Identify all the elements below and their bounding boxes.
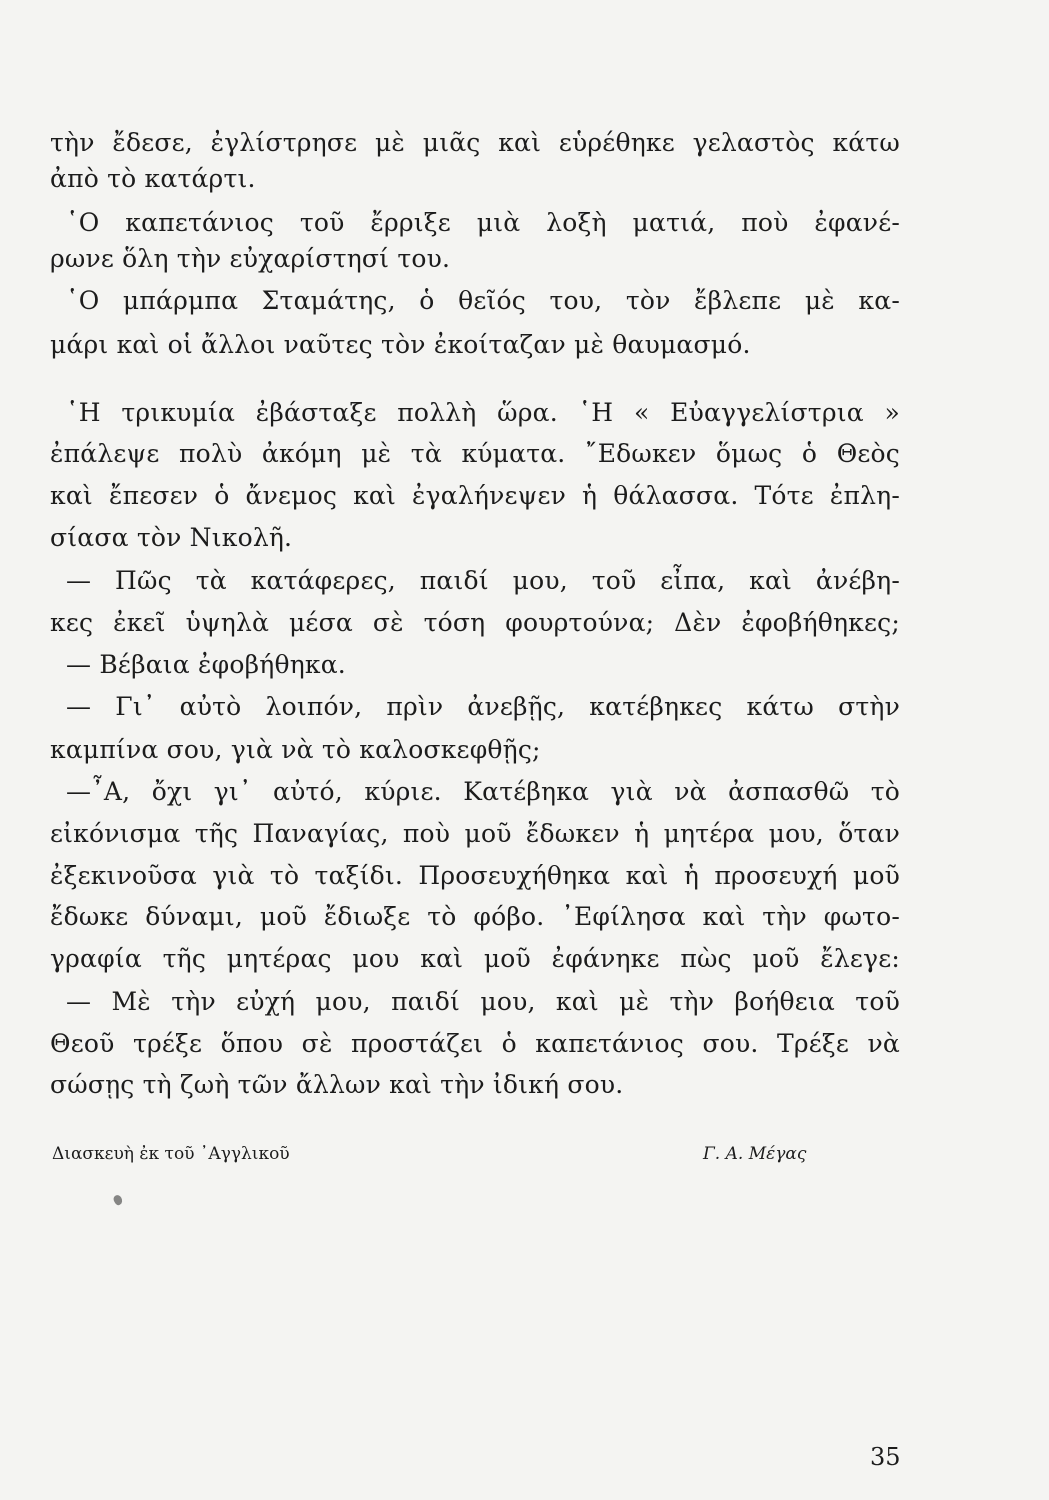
text-line-3: ῾Ο καπετάνιος τοῦ ἔρριξε μιὰ λοξὴ ματιά, ποὺ ἐφανέ- (66, 208, 900, 237)
text-line-21: — Μὲ τὴν εὐχή μου, παιδί μου, καὶ μὲ τὴν βοήθεια τοῦ (66, 987, 900, 1016)
text-line-2: ἀπὸ τὸ κατάρτι. (50, 164, 256, 193)
text-line-8: ἐπάλεψε πολὺ ἀκόμη μὲ τὰ κύματα. ῎Εδωκεν ὅμως ὁ Θεὸς (50, 439, 900, 468)
text-line-20: γραφία τῆς μητέρας μου καὶ μοῦ ἐφάνηκε πὼς μοῦ ἔλεγε: (50, 944, 900, 973)
text-line-19: ἔδωκε δύναμι, μοῦ ἔδιωξε τὸ φόβο. ᾿Εφίλησα καὶ τὴν φωτο- (50, 902, 900, 931)
text-line-14: — Γι᾿ αὐτὸ λοιπόν, πρὶν ἀνεβῇς, κατέβηκες κάτω στὴν (66, 692, 900, 721)
text-line-15: καμπίνα σου, γιὰ νὰ τὸ καλοσκεφθῇς; (50, 735, 541, 764)
text-line-7: ῾Η τρικυμία ἐβάσταξε πολλὴ ὥρα. ῾Η « Εὐαγγελίστρια » (66, 398, 900, 427)
text-line-17: εἰκόνισμα τῆς Παναγίας, ποὺ μοῦ ἔδωκεν ἡ μητέρα μου, ὅταν (50, 819, 900, 848)
text-line-4: ρωνε ὅλη τὴν εὐχαρίστησί του. (50, 244, 451, 273)
text-line-9: καὶ ἔπεσεν ὁ ἄνεμος καὶ ἐγαλήνεψεν ἡ θάλασσα. Τότε ἐπλη- (50, 481, 900, 510)
text-line-5: ῾Ο μπάρμπα Σταμάτης, ὁ θεῖός του, τὸν ἔβλεπε μὲ κα- (66, 286, 900, 315)
text-line-6: μάρι καὶ οἱ ἄλλοι ναῦτες τὸν ἐκοίταζαν μὲ θαυμασμό. (50, 330, 751, 359)
author-name: Γ. Α. Μέγας (703, 1144, 807, 1164)
text-line-12: κες ἐκεῖ ὑψηλὰ μέσα σὲ τόση φουρτούνα; Δὲν ἐφοβήθηκες; (50, 608, 900, 637)
page-number: 35 (870, 1443, 901, 1471)
text-line-16: —῏Α, ὄχι γι᾿ αὐτό, κύριε. Κατέβηκα γιὰ νὰ ἀσπασθῶ τὸ (66, 777, 900, 806)
text-line-1: τὴν ἔδεσε, ἐγλίστρησε μὲ μιᾶς καὶ εὑρέθηκε γελαστὸς κάτω (50, 128, 900, 157)
adaptation-credit: Διασκευὴ ἐκ τοῦ ᾿Αγγλικοῦ (52, 1144, 290, 1164)
text-line-23: σώσῃς τὴ ζωὴ τῶν ἄλλων καὶ τὴν ἰδική σου. (50, 1070, 624, 1099)
text-line-18: ἐξεκινοῦσα γιὰ τὸ ταξίδι. Προσευχήθηκα καὶ ἡ προσευχή μοῦ (50, 861, 900, 890)
text-line-13: — Βέβαια ἐφοβήθηκα. (66, 650, 346, 679)
text-line-11: — Πῶς τὰ κατάφερες, παιδί μου, τοῦ εἶπα, καὶ ἀνέβη- (66, 566, 900, 595)
text-line-10: σίασα τὸν Νικολῆ. (50, 523, 293, 552)
text-line-22: Θεοῦ τρέξε ὅπου σὲ προστάζει ὁ καπετάνιος σου. Τρέξε νὰ (50, 1029, 900, 1058)
ink-smudge (112, 1194, 124, 1207)
